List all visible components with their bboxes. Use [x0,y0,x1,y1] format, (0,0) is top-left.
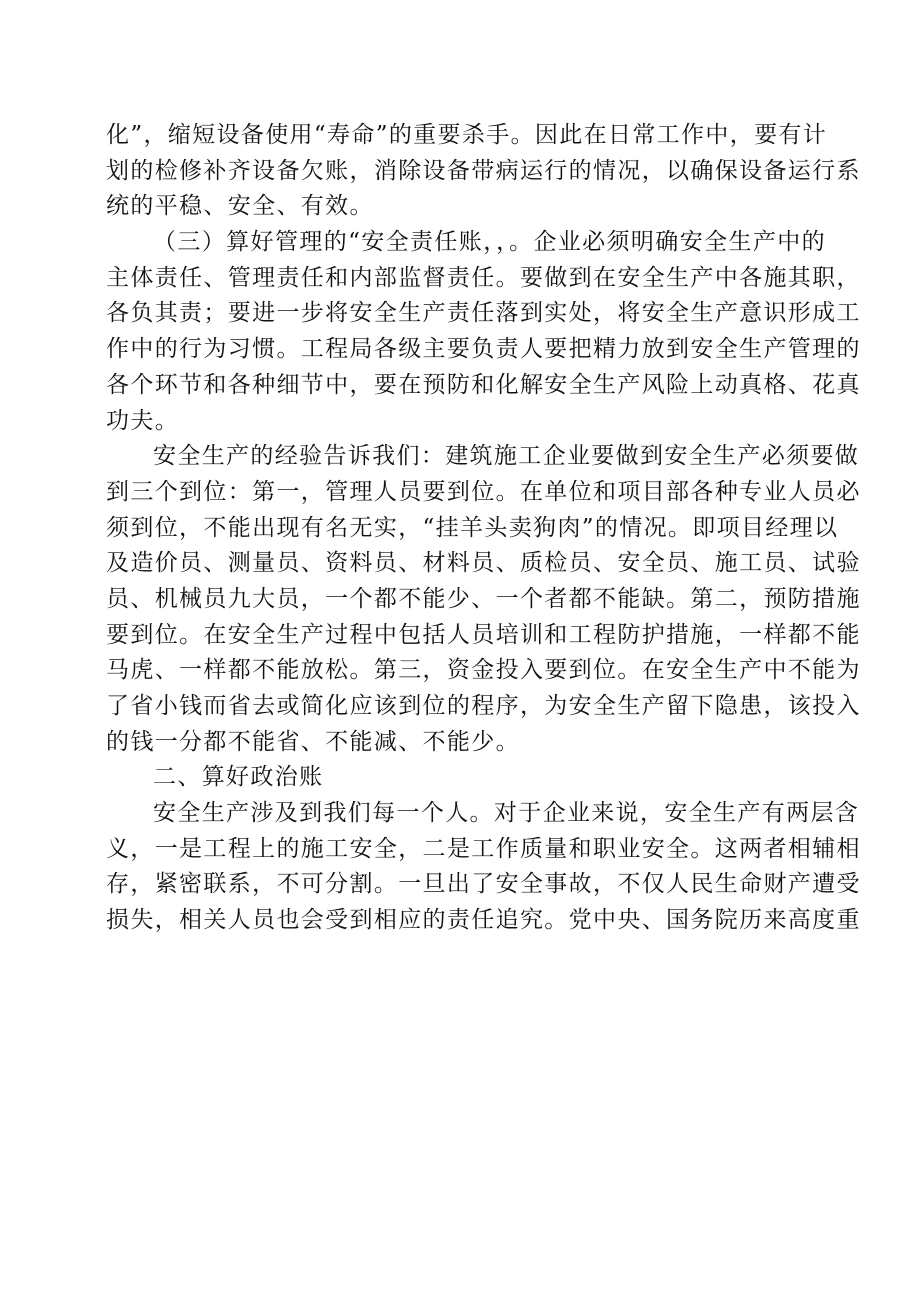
text-line: 功夫。 [106,407,180,434]
paragraph-start-line: 安全生产的经验告诉我们：建筑施工企业要做到安全生产必须要做 [153,443,860,470]
text-line: 义，一是工程上的施工安全，二是工作质量和职业安全。这两者相辅相 [106,835,861,862]
text-line: 须到位，不能出现有名无实，“挂羊头卖狗肉”的情况。即项目经理以 [106,514,839,541]
text-line: 统的平稳、安全、有效。 [106,193,374,220]
text-line: 主体责任、管理责任和内部监督责任。要做到在安全生产中各施其职， [106,264,861,291]
paragraph-start-line: 安全生产涉及到我们每一个人。对于企业来说，安全生产有两层含 [153,800,860,827]
text-line: 的钱一分都不能省、不能减、不能少。 [106,728,520,755]
text-line: 化”，缩短设备使用“寿命”的重要杀手。因此在日常工作中，要有计 [106,122,828,148]
paragraph-start-line: （三）算好管理的“安全责任账，，。企业必须明确安全生产中的 [153,229,826,256]
text-line: 划的检修补齐设备欠账，消除设备带病运行的情况，以确保设备运行系 [106,157,861,184]
text-line: 了省小钱而省去或简化应该到位的程序，为安全生产留下隐患，该投入 [106,693,861,719]
text-line: 要到位。在安全生产过程中包括人员培训和工程防护措施，一样都不能 [106,621,861,648]
text-line: 及造价员、测量员、资料员、材料员、质检员、安全员、施工员、试验 [106,550,861,577]
text-line: 员、机械员九大员，一个都不能少、一个者都不能缺。第二，预防措施 [106,585,861,612]
text-line: 到三个到位：第一，管理人员要到位。在单位和项目部各种专业人员必 [106,478,861,505]
text-line: 马虎、一样都不能放松。第三，资金投入要到位。在安全生产中不能为 [106,657,861,684]
text-line: 各负其责；要进一步将安全生产责任落到实处，将安全生产意识形成工 [106,300,861,327]
text-line: 作中的行为习惯。工程局各级主要负责人要把精力放到安全生产管理的 [106,336,861,363]
text-line: 存，紧密联系，不可分割。一旦出了安全事故，不仅人民生命财产遭受 [106,871,861,898]
text-line: 各个环节和各种细节中，要在预防和化解安全生产风险上动真格、花真 [106,371,861,398]
section-heading: 二、算好政治账 [153,764,324,791]
text-line: 损失，相关人员也会受到相应的责任追究。党中央、国务院历来高度重 [106,907,861,934]
document-page [106,118,861,939]
